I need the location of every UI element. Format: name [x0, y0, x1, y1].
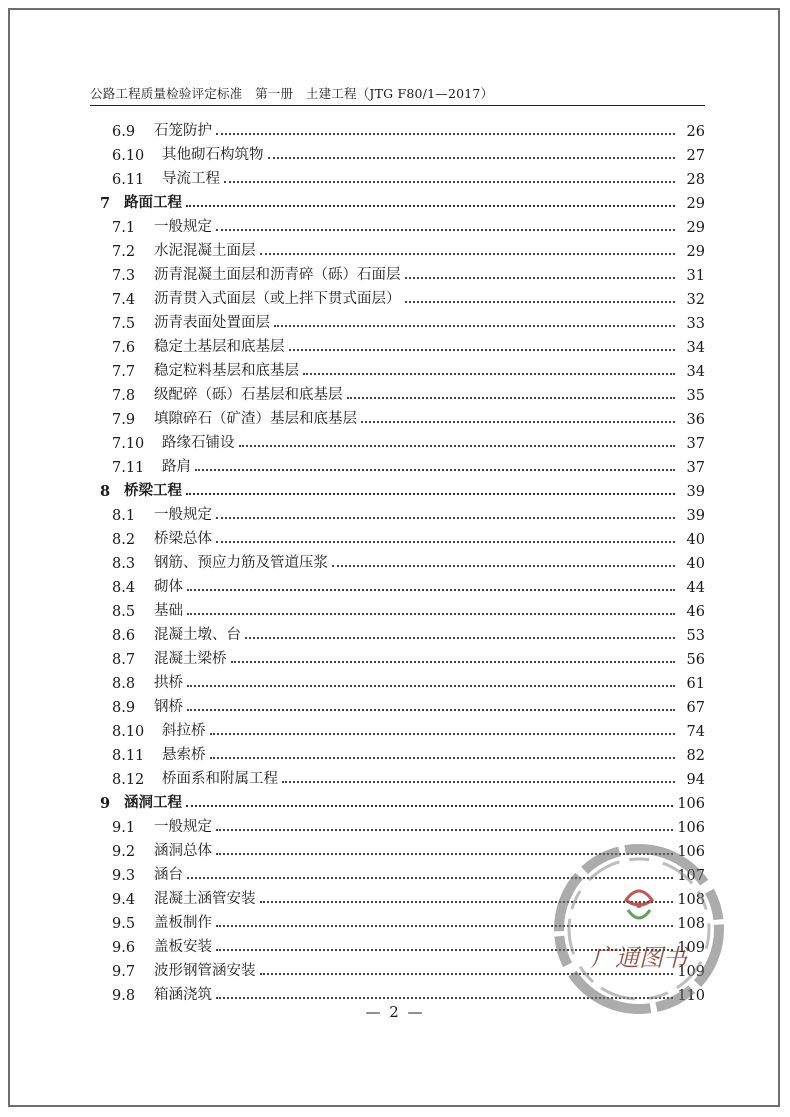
toc-number: 8.3: [112, 556, 136, 572]
toc-section-row: [90, 716, 705, 740]
toc-dot-leader: [216, 997, 673, 999]
table-of-contents: [90, 116, 705, 1004]
toc-dot-leader: [405, 301, 676, 303]
toc-page-number: 67: [686, 700, 705, 716]
toc-page-number: 74: [686, 724, 705, 740]
toc-title: 石笼防护: [154, 123, 212, 139]
toc-number: 7.6: [112, 340, 136, 356]
toc-number: 7: [100, 195, 111, 212]
toc-dot-leader: [187, 709, 675, 711]
toc-dot-leader: [216, 949, 673, 951]
toc-chapter-row: [90, 188, 705, 212]
toc-title: 路肩: [162, 459, 191, 475]
toc-number: 9.5: [112, 916, 136, 932]
toc-page-number: 29: [686, 196, 705, 212]
toc-number: 8.5: [112, 604, 136, 620]
toc-dot-leader: [187, 613, 675, 615]
toc-section-row: [90, 884, 705, 908]
toc-section-row: [90, 308, 705, 332]
toc-page-number: 37: [686, 436, 705, 452]
toc-number: 7.8: [112, 388, 136, 404]
toc-page-number: 29: [686, 244, 705, 260]
toc-number: 6.11: [112, 172, 145, 188]
toc-section-row: [90, 548, 705, 572]
toc-page-number: 46: [686, 604, 705, 620]
toc-dot-leader: [289, 349, 676, 351]
toc-number: 7.3: [112, 268, 136, 284]
toc-number: 7.5: [112, 316, 136, 332]
toc-title: 稳定粒料基层和底基层: [154, 363, 299, 379]
toc-dot-leader: [268, 157, 676, 159]
toc-title: 沥青表面处置面层: [154, 315, 270, 331]
toc-dot-leader: [187, 877, 673, 879]
toc-page-number: 108: [677, 892, 705, 908]
toc-page-number: 44: [686, 580, 705, 596]
toc-page-number: 39: [686, 508, 705, 524]
toc-dot-leader: [216, 853, 673, 855]
toc-title: 混凝土涵管安装: [154, 891, 256, 907]
toc-number: 7.9: [112, 412, 136, 428]
toc-dot-leader: [216, 829, 673, 831]
toc-number: 9.4: [112, 892, 136, 908]
toc-page-number: 37: [686, 460, 705, 476]
toc-title: 拱桥: [154, 675, 183, 691]
toc-section-row: [90, 740, 705, 764]
toc-dot-leader: [239, 445, 676, 447]
page-number: — 2 —: [365, 1003, 425, 1021]
toc-title: 路面工程: [124, 194, 182, 211]
toc-section-row: [90, 620, 705, 644]
toc-number: 8.9: [112, 700, 136, 716]
toc-section-row: [90, 572, 705, 596]
toc-title: 箱涵浇筑: [154, 987, 212, 1003]
toc-page-number: 53: [686, 628, 705, 644]
toc-title: 混凝土墩、台: [154, 627, 241, 643]
toc-dot-leader: [216, 925, 673, 927]
toc-section-row: [90, 860, 705, 884]
toc-dot-leader: [186, 493, 675, 495]
toc-number: 7.11: [112, 460, 145, 476]
toc-title: 稳定土基层和底基层: [154, 339, 285, 355]
toc-number: 9.7: [112, 964, 136, 980]
toc-number: 7.7: [112, 364, 136, 380]
toc-page-number: 35: [686, 388, 705, 404]
toc-dot-leader: [245, 637, 675, 639]
toc-page-number: 109: [677, 964, 705, 980]
toc-dot-leader: [274, 325, 675, 327]
toc-title: 涵洞总体: [154, 843, 212, 859]
toc-number: 7.2: [112, 244, 136, 260]
toc-dot-leader: [210, 757, 676, 759]
toc-chapter-row: [90, 476, 705, 500]
toc-section-row: [90, 596, 705, 620]
toc-dot-leader: [282, 781, 675, 783]
toc-title: 砌体: [154, 579, 183, 595]
toc-dot-leader: [361, 421, 675, 423]
toc-page-number: 26: [686, 124, 705, 140]
toc-number: 9.8: [112, 988, 136, 1004]
toc-number: 8.1: [112, 508, 136, 524]
toc-page-number: 39: [686, 484, 705, 500]
toc-section-row: [90, 524, 705, 548]
toc-dot-leader: [260, 973, 674, 975]
toc-section-row: [90, 956, 705, 980]
toc-dot-leader: [186, 805, 673, 807]
toc-section-row: [90, 116, 705, 140]
toc-page-number: 32: [686, 292, 705, 308]
toc-title: 悬索桥: [162, 747, 206, 763]
toc-page-number: 94: [686, 772, 705, 788]
toc-number: 9: [100, 795, 111, 812]
toc-number: 7.1: [112, 220, 136, 236]
toc-title: 涵洞工程: [124, 794, 182, 811]
toc-chapter-row: [90, 788, 705, 812]
toc-number: 8.10: [112, 724, 145, 740]
toc-title: 沥青贯入式面层（或上拌下贯式面层）: [154, 291, 401, 307]
toc-title: 斜拉桥: [162, 723, 206, 739]
toc-page-number: 27: [686, 148, 705, 164]
toc-dot-leader: [260, 901, 674, 903]
toc-page-number: 106: [677, 844, 705, 860]
toc-dot-leader: [216, 541, 675, 543]
toc-page-number: 108: [677, 916, 705, 932]
toc-dot-leader: [260, 253, 676, 255]
toc-section-row: [90, 212, 705, 236]
toc-section-row: [90, 332, 705, 356]
toc-title: 其他砌石构筑物: [162, 147, 264, 163]
toc-dot-leader: [347, 397, 676, 399]
toc-dot-leader: [216, 517, 675, 519]
toc-page-number: 33: [686, 316, 705, 332]
toc-title: 级配碎（砾）石基层和底基层: [154, 387, 343, 403]
toc-section-row: [90, 764, 705, 788]
toc-section-row: [90, 908, 705, 932]
toc-title: 导流工程: [162, 171, 220, 187]
toc-section-row: [90, 284, 705, 308]
toc-number: 8.6: [112, 628, 136, 644]
toc-section-row: [90, 692, 705, 716]
toc-title: 钢桥: [154, 699, 183, 715]
toc-section-row: [90, 500, 705, 524]
toc-title: 盖板制作: [154, 915, 212, 931]
toc-page-number: 31: [686, 268, 705, 284]
toc-number: 7.10: [112, 436, 145, 452]
toc-dot-leader: [186, 205, 675, 207]
toc-section-row: [90, 260, 705, 284]
toc-number: 8.4: [112, 580, 136, 596]
toc-title: 一般规定: [154, 219, 212, 235]
toc-page-number: 56: [686, 652, 705, 668]
toc-number: 9.6: [112, 940, 136, 956]
toc-page-number: 34: [686, 364, 705, 380]
toc-title: 桥面系和附属工程: [162, 771, 278, 787]
toc-number: 8: [100, 483, 111, 500]
toc-page-number: 82: [686, 748, 705, 764]
toc-dot-leader: [231, 661, 676, 663]
toc-number: 9.3: [112, 868, 136, 884]
header-rule: [90, 105, 705, 106]
toc-dot-leader: [332, 565, 675, 567]
toc-number: 8.7: [112, 652, 136, 668]
toc-title: 基础: [154, 603, 183, 619]
toc-number: 8.11: [112, 748, 145, 764]
toc-section-row: [90, 836, 705, 860]
toc-page-number: 40: [686, 556, 705, 572]
toc-number: 8.2: [112, 532, 136, 548]
toc-number: 8.12: [112, 772, 145, 788]
toc-dot-leader: [405, 277, 676, 279]
toc-number: 8.8: [112, 676, 136, 692]
toc-number: 7.4: [112, 292, 136, 308]
toc-number: 9.1: [112, 820, 136, 836]
toc-dot-leader: [216, 133, 675, 135]
toc-section-row: [90, 932, 705, 956]
toc-section-row: [90, 644, 705, 668]
toc-section-row: [90, 668, 705, 692]
toc-title: 填隙碎石（矿渣）基层和底基层: [154, 411, 357, 427]
toc-section-row: [90, 164, 705, 188]
toc-section-row: [90, 428, 705, 452]
toc-page-number: 40: [686, 532, 705, 548]
toc-page-number: 110: [677, 988, 705, 1004]
toc-title: 桥梁工程: [124, 482, 182, 499]
toc-title: 波形钢管涵安装: [154, 963, 256, 979]
toc-title: 一般规定: [154, 819, 212, 835]
toc-page-number: 28: [686, 172, 705, 188]
toc-dot-leader: [187, 589, 675, 591]
toc-title: 沥青混凝土面层和沥青碎（砾）石面层: [154, 267, 401, 283]
stamp-text: 广通图书: [591, 944, 687, 972]
toc-page-number: 29: [686, 220, 705, 236]
toc-title: 一般规定: [154, 507, 212, 523]
toc-dot-leader: [210, 733, 676, 735]
toc-section-row: [90, 380, 705, 404]
toc-title: 钢筋、预应力筋及管道压浆: [154, 555, 328, 571]
toc-dot-leader: [303, 373, 675, 375]
toc-page-number: 36: [686, 412, 705, 428]
toc-dot-leader: [216, 229, 675, 231]
toc-title: 桥梁总体: [154, 531, 212, 547]
toc-page-number: 106: [677, 820, 705, 836]
toc-page-number: 107: [677, 868, 705, 884]
running-header: 公路工程质量检验评定标准 第一册 土建工程（JTG F80/1—2017）: [90, 86, 494, 101]
toc-title: 水泥混凝土面层: [154, 243, 256, 259]
toc-number: 9.2: [112, 844, 136, 860]
toc-section-row: [90, 404, 705, 428]
toc-section-row: [90, 356, 705, 380]
toc-dot-leader: [187, 685, 675, 687]
toc-section-row: [90, 140, 705, 164]
toc-section-row: [90, 236, 705, 260]
toc-page-number: 106: [677, 796, 705, 812]
toc-section-row: [90, 812, 705, 836]
toc-number: 6.9: [112, 124, 136, 140]
toc-number: 6.10: [112, 148, 145, 164]
toc-title: 混凝土梁桥: [154, 651, 227, 667]
toc-section-row: [90, 980, 705, 1004]
toc-page-number: 61: [686, 676, 705, 692]
toc-page-number: 34: [686, 340, 705, 356]
toc-page-number: 109: [677, 940, 705, 956]
toc-title: 盖板安装: [154, 939, 212, 955]
toc-dot-leader: [224, 181, 675, 183]
toc-dot-leader: [195, 469, 675, 471]
toc-title: 涵台: [154, 867, 183, 883]
toc-section-row: [90, 452, 705, 476]
toc-title: 路缘石铺设: [162, 435, 235, 451]
